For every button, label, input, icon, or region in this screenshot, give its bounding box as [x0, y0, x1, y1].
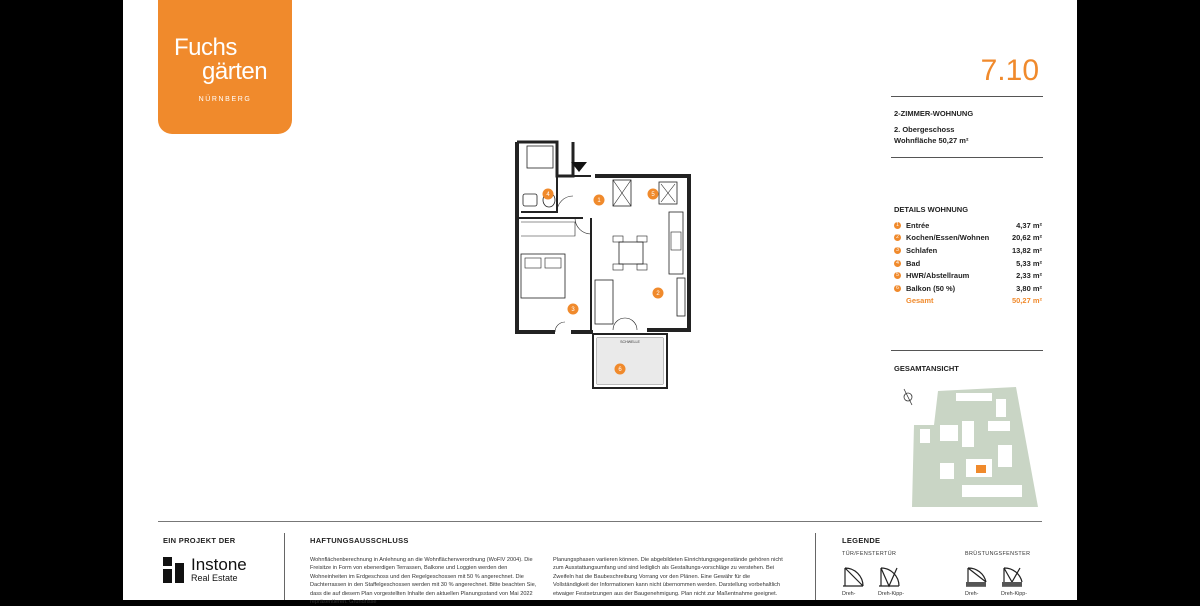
- tilt-turn-door-icon: [877, 562, 901, 588]
- room-area: 2,33 m²: [1016, 271, 1042, 281]
- room-name: Schlafen: [906, 245, 938, 255]
- site-overview-map: [898, 385, 1043, 510]
- expose-sheet: [123, 0, 1077, 606]
- footer-divider: [158, 521, 1042, 522]
- plan-marker: 5: [651, 192, 655, 199]
- divider-2: [891, 157, 1043, 158]
- unit-location-marker: [976, 465, 986, 473]
- legend-label: Dreh-: [965, 591, 979, 597]
- floor-plan: [513, 138, 703, 394]
- compass-icon: [904, 389, 912, 405]
- unit-floor: 2. Obergeschoss: [894, 125, 955, 134]
- overview-title: GESAMTANSICHT: [894, 364, 959, 373]
- logo-line-2: gärten: [202, 58, 268, 85]
- plan-marker: 6: [618, 367, 622, 374]
- room-marker: 1: [894, 222, 901, 229]
- total-label: Gesamt: [906, 296, 934, 306]
- room-row: [894, 219, 1042, 232]
- plan-marker: 1: [597, 198, 601, 205]
- divider-top: [891, 96, 1043, 97]
- room-row: [894, 269, 1042, 282]
- fuchsgaerten-logo: [158, 0, 292, 134]
- room-marker: 6: [894, 285, 901, 292]
- disclaimer-col-2: Planungsphasen variieren können. Die abgebildeten Einrichtungsgegenstände gehören nicht zum Ausstattungsumfang und sind lediglich als Gestaltungs-vorschläge zu verstehen. Bei Zweifeln hat die Baubeschreibung Vorrang vor den Plänen. Eine Gewähr für die Vollständigkeit der Informationen kann nicht übernommen werden. Darstellung vorbehaltlich etwaiger Festsetzungen aus der Baugenehmigung. Plan nicht zur Maßentnahme geeignet.: [553, 557, 783, 597]
- room-area: 5,33 m²: [1016, 258, 1042, 268]
- unit-type: 2-ZIMMER-WOHNUNG: [894, 109, 974, 118]
- turn-door-icon: [841, 562, 865, 588]
- developer-name: Instone: [191, 555, 247, 574]
- total-area: 50,27 m²: [1011, 296, 1042, 306]
- room-row: [894, 244, 1042, 257]
- room-area: 3,80 m²: [1016, 283, 1042, 293]
- legend-parapet-label: BRÜSTUNGSFENSTER: [965, 551, 1031, 557]
- legend-label: Dreh-Kipp-: [1001, 591, 1028, 597]
- developer-subline: Real Estate: [191, 573, 238, 583]
- unit-number: 7.10: [980, 54, 1039, 87]
- disclaimer-title: HAFTUNGSAUSSCHLUSS: [310, 536, 409, 545]
- instone-logo: [163, 556, 247, 584]
- room-area: 4,37 m²: [1016, 220, 1042, 230]
- footer-vline-1: [284, 533, 285, 600]
- room-name: Entrée: [906, 220, 930, 230]
- details-title: DETAILS WOHNUNG: [894, 205, 969, 214]
- legend-label: Dreh-Kipp-: [878, 591, 905, 597]
- room-name: HWR/Abstellraum: [906, 271, 970, 281]
- legend-label: Dreh-: [842, 591, 856, 597]
- project-label: EIN PROJEKT DER: [163, 536, 236, 545]
- room-area: 20,62 m²: [1011, 233, 1042, 243]
- divider-3: [891, 350, 1043, 351]
- tilt-turn-window-icon: [1000, 562, 1024, 588]
- threshold-label: SCHWELLE: [620, 340, 640, 344]
- room-list: [894, 219, 1042, 307]
- disclaimer-col-1: Wohnflächenberechnung in Anlehnung an die Wohnflächenverordnung (WoFlV 2004). Die Freisitze in Form von ebenerdigen Terrassen, Balkone und Loggien werden den Wohneinheiten im Erdgeschoss und den Regelgeschossen mit 50 % angerechnet. Die Dachterrassen in den Staffelgeschossen werden mit 30 % angerechnet. Bitte beachten Sie, dass die auf diesem Plan vorgestellten Inhalte den aktuellen Planungsstand von Mai 2022 repräsentieren. Grundrisse: [310, 557, 537, 606]
- plan-marker: 3: [571, 307, 575, 314]
- logo-line-1: Fuchs: [174, 34, 237, 61]
- instone-mark-icon: [163, 557, 185, 583]
- unit-area: Wohnfläche 50,27 m²: [894, 136, 969, 145]
- room-name: Kochen/Essen/Wohnen: [906, 233, 990, 243]
- plan-marker: 2: [656, 291, 660, 298]
- room-marker: 4: [894, 260, 901, 267]
- legend-window-label: TÜR/FENSTERTÜR: [842, 551, 897, 557]
- room-marker: 5: [894, 272, 901, 279]
- room-total-row: [894, 295, 1042, 308]
- plan-marker: 4: [546, 192, 550, 199]
- footer-vline-2: [815, 533, 816, 600]
- logo-city: NÜRNBERG: [198, 96, 252, 103]
- room-marker: 2: [894, 234, 901, 241]
- room-area: 13,82 m²: [1011, 245, 1042, 255]
- room-marker: 3: [894, 247, 901, 254]
- legend-title: LEGENDE: [842, 536, 881, 545]
- room-row: [894, 257, 1042, 270]
- turn-window-icon: [964, 562, 988, 588]
- room-name: Bad: [906, 258, 921, 268]
- room-name: Balkon (50 %): [906, 283, 956, 293]
- room-row: [894, 282, 1042, 295]
- room-row: [894, 232, 1042, 245]
